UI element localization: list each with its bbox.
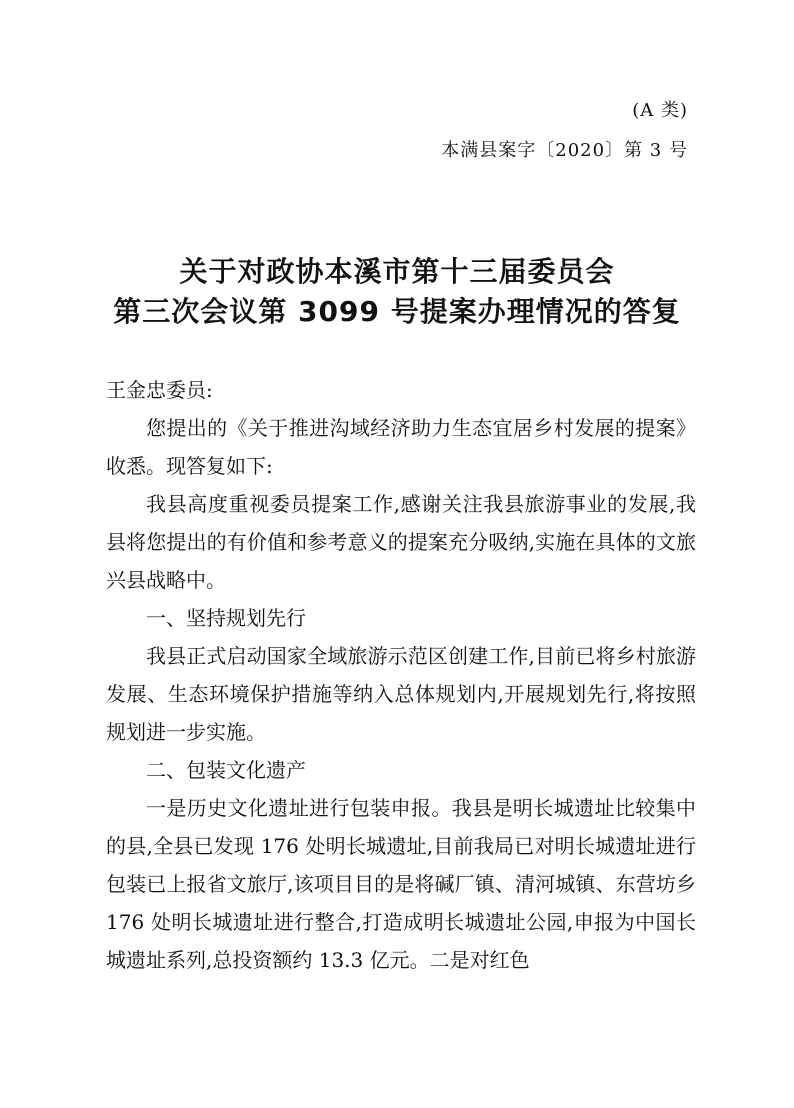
document-title-line-1: 关于对政协本溪市第十三届委员会 <box>179 255 615 288</box>
paragraph-intro: 我县高度重视委员提案工作,感谢关注我县旅游事业的发展,我县将您提出的有价值和参考意义的提案充分吸纳,实施在具体的文旅兴县战略中。 <box>106 492 696 592</box>
paragraph-receipt: 您提出的《关于推进沟域经济助力生态宜居乡村发展的提案》收悉。现答复如下: <box>106 416 696 478</box>
paragraph-planning: 我县正式启动国家全域旅游示范区创建工作,目前已将乡村旅游发展、生态环境保护措施等纳入总体规划内,开展规划先行,将按照规划进一步实施。 <box>106 644 696 744</box>
document-category: (A 类) <box>632 100 688 121</box>
paragraph-heritage: 一是历史文化遗址进行包装申报。我县是明长城遗址比较集中的县,全县已发现 176 处明长城遗址,目前我局已对明长城遗址进行包装已上报省文旅厅,该项目目的是将碱厂镇、清河城镇、东营坊乡 176 处明长城遗址进行整合,打造成明长城遗址公园,申报为中国长城遗址系列,总投资额约 13.3 亿元。二是对红色 <box>106 796 696 972</box>
section-heading-planning: 一、坚持规划先行 <box>146 606 306 630</box>
document-title-line-2: 第三次会议第 3099 号提案办理情况的答复 <box>113 295 681 328</box>
document-body <box>106 371 696 979</box>
document-number: 本满县案字〔2020〕第 3 号 <box>441 140 688 161</box>
section-heading-heritage: 二、包装文化遗产 <box>146 758 306 782</box>
salutation: 王金忠委员: <box>106 378 213 402</box>
